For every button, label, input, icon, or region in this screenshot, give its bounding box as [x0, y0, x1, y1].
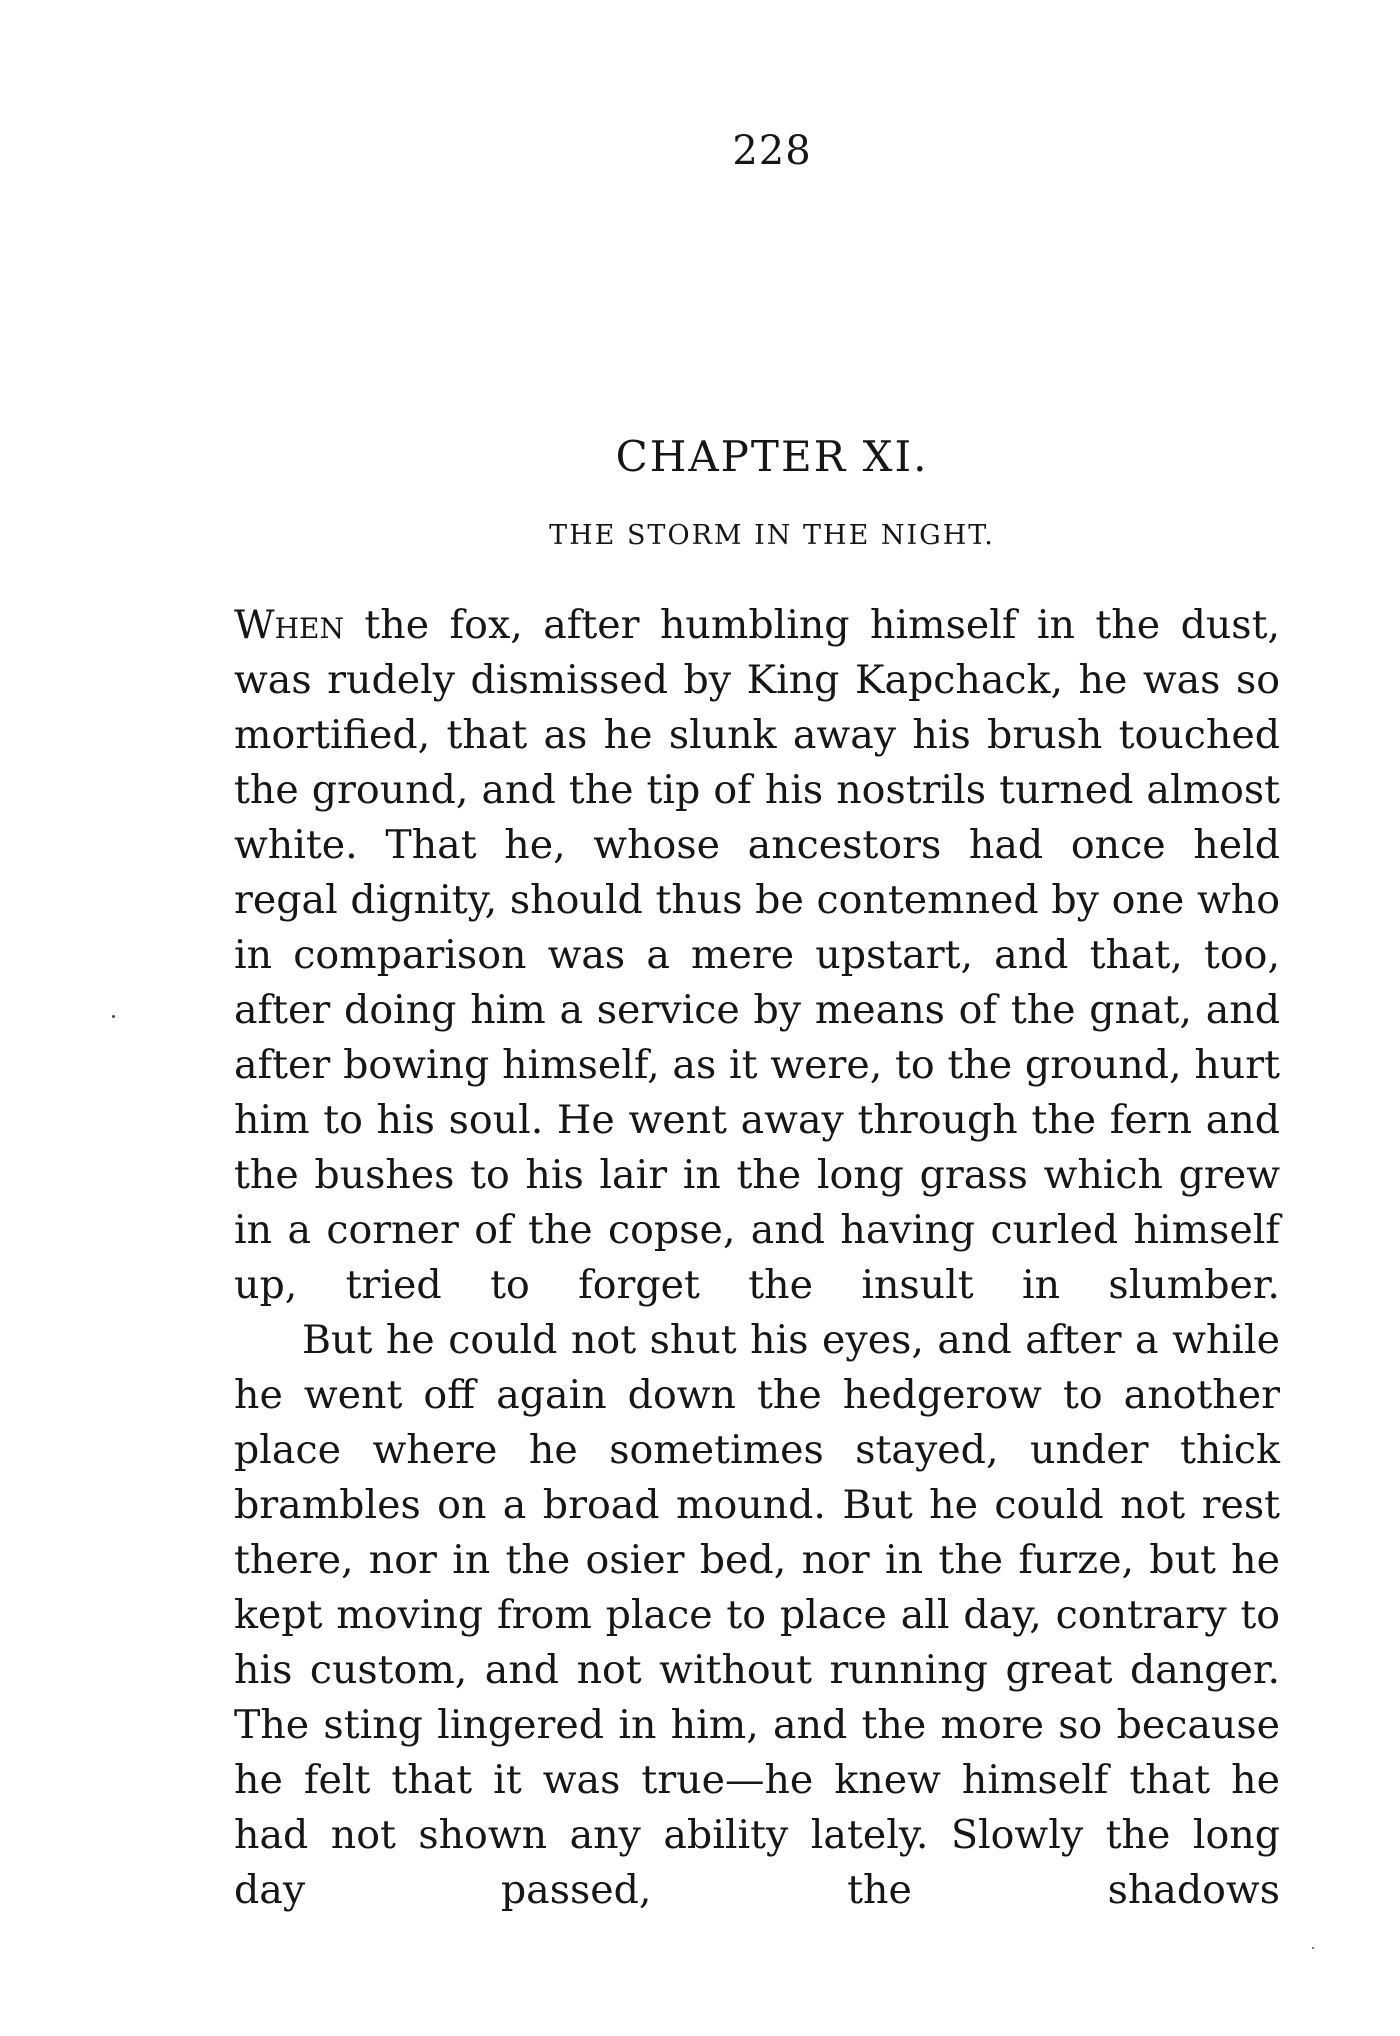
body-text [234, 598, 1280, 1918]
paragraph-1 [234, 598, 1280, 1313]
margin-speck [112, 1015, 115, 1018]
chapter-title: CHAPTER XI. [615, 432, 929, 481]
paragraph-lead-word: When [234, 602, 344, 648]
margin-speck [1312, 1947, 1314, 1949]
chapter-subtitle: THE STORM IN THE NIGHT. [549, 520, 995, 551]
paragraph-1-text: the fox, after humbling himself in the dust, was rudely dismissed by King Kapchack, he was so mortified, that as he slunk away his brush touched the ground, and the tip of his nostrils turned almost white. That he, whose ancestors had once held regal dignity, should thus be contemned by one who in comparison was a mere upstart, and that, too, after doing him a service by means of the gnat, and after bowing himself, as it were, to the ground, hurt him to his soul. He went away through the fern and the bushes to his lair in the long grass which grew in a corner of the copse, and having curled himself up, tried to forget the insult in slumber. [234, 602, 1280, 1308]
paragraph-2: But he could not shut his eyes, and after a while he went off again down the hedgerow to another place where he sometimes stayed, under thick brambles on a broad mound. But he could not rest there, nor in the osier bed, nor in the furze, but he kept moving from place to place all day, contrary to his custom, and not without running great danger. The sting lingered in him, and the more so because he felt that it was true—he knew himself that he had not shown any ability lately. Slowly the long day passed, the shadows [234, 1317, 1280, 1913]
page-number: 228 [732, 128, 812, 174]
